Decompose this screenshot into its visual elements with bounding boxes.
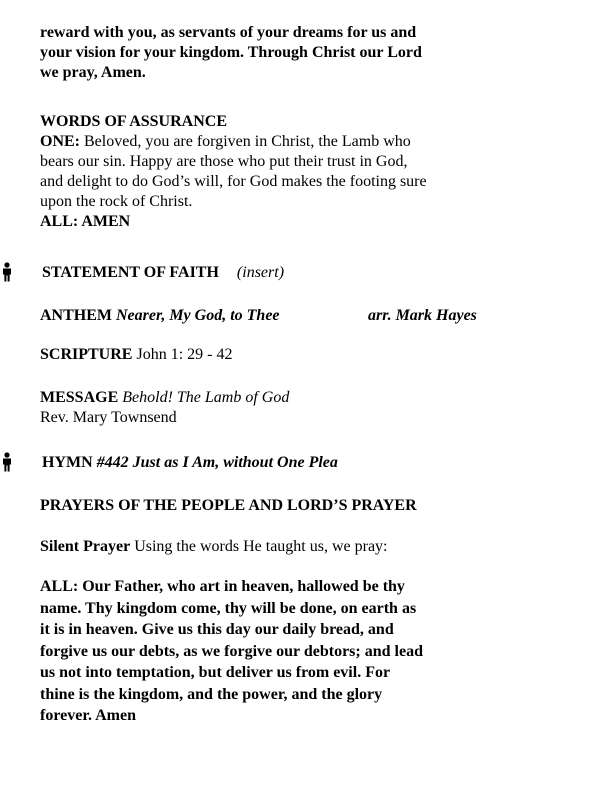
statement-of-faith: [42, 263, 602, 283]
scripture-reference: John 1: 29 - 42: [136, 346, 233, 363]
message-preacher: Rev. Mary Townsend: [40, 409, 177, 426]
standing-figure-icon: [0, 262, 14, 282]
lords-prayer-line: us not into temptation, but deliver us from evil. For: [40, 664, 391, 681]
lords-prayer: [40, 576, 600, 727]
assurance-text-line: bears our sin. Happy are those who put their trust in God,: [40, 153, 408, 170]
scripture-label: SCRIPTURE: [40, 346, 133, 363]
assurance-text-line: Beloved, you are forgiven in Christ, the Lamb who: [80, 133, 411, 150]
anthem-arranger: arr. Mark Hayes: [368, 307, 477, 324]
words-of-assurance: [40, 112, 600, 232]
hymn: [42, 453, 602, 473]
standing-figure-icon: [0, 452, 14, 472]
lords-prayer-line: forgive us our debts, as we forgive our debtors; and lead: [40, 642, 423, 660]
hymn-label: HYMN: [42, 454, 93, 471]
closing-prayer: [40, 23, 600, 83]
closing-prayer-line: your vision for your kingdom. Through Christ our Lord: [40, 44, 422, 61]
lords-prayer-line: ALL: Our Father, who art in heaven, hallowed be thy: [40, 578, 405, 595]
assurance-heading: WORDS OF ASSURANCE: [40, 113, 227, 130]
silent-prayer-label: Silent Prayer: [40, 538, 131, 555]
lords-prayer-line: forever. Amen: [40, 707, 136, 724]
silent-prayer: [40, 537, 600, 557]
assurance-text-line: upon the rock of Christ.: [40, 193, 193, 210]
closing-prayer-line: reward with you, as servants of your dreams for us and: [40, 24, 417, 41]
message-label: MESSAGE: [40, 389, 119, 406]
closing-prayer-line: we pray, Amen.: [40, 64, 146, 81]
lords-prayer-line: name. Thy kingdom come, thy will be done, on earth as: [40, 599, 417, 617]
scripture: [40, 345, 600, 365]
anthem-title: Nearer, My God, to Thee: [116, 307, 280, 324]
message: [40, 388, 600, 428]
assurance-text-line: and delight to do God’s will, for God makes the footing sure: [40, 173, 427, 190]
prayers-heading: PRAYERS OF THE PEOPLE AND LORD’S PRAYER: [40, 497, 417, 514]
anthem-label: ANTHEM: [40, 307, 112, 324]
hymn-number: #442: [96, 454, 129, 471]
lords-prayer-line: thine is the kingdom, and the power, and the glory: [40, 685, 383, 703]
faith-note: (insert): [236, 264, 285, 281]
lords-prayer-line: it is in heaven. Give us this day our daily bread, and: [40, 621, 394, 638]
silent-prayer-text: Using the words He taught us, we pray:: [134, 538, 388, 555]
assurance-response: ALL: AMEN: [40, 213, 131, 230]
hymn-title: Just as I Am, without One Plea: [132, 454, 338, 471]
message-title: Behold! The Lamb of God: [122, 389, 290, 406]
assurance-leader-label: ONE:: [40, 133, 80, 150]
anthem: [40, 306, 600, 326]
faith-title: STATEMENT OF FAITH: [42, 264, 219, 281]
